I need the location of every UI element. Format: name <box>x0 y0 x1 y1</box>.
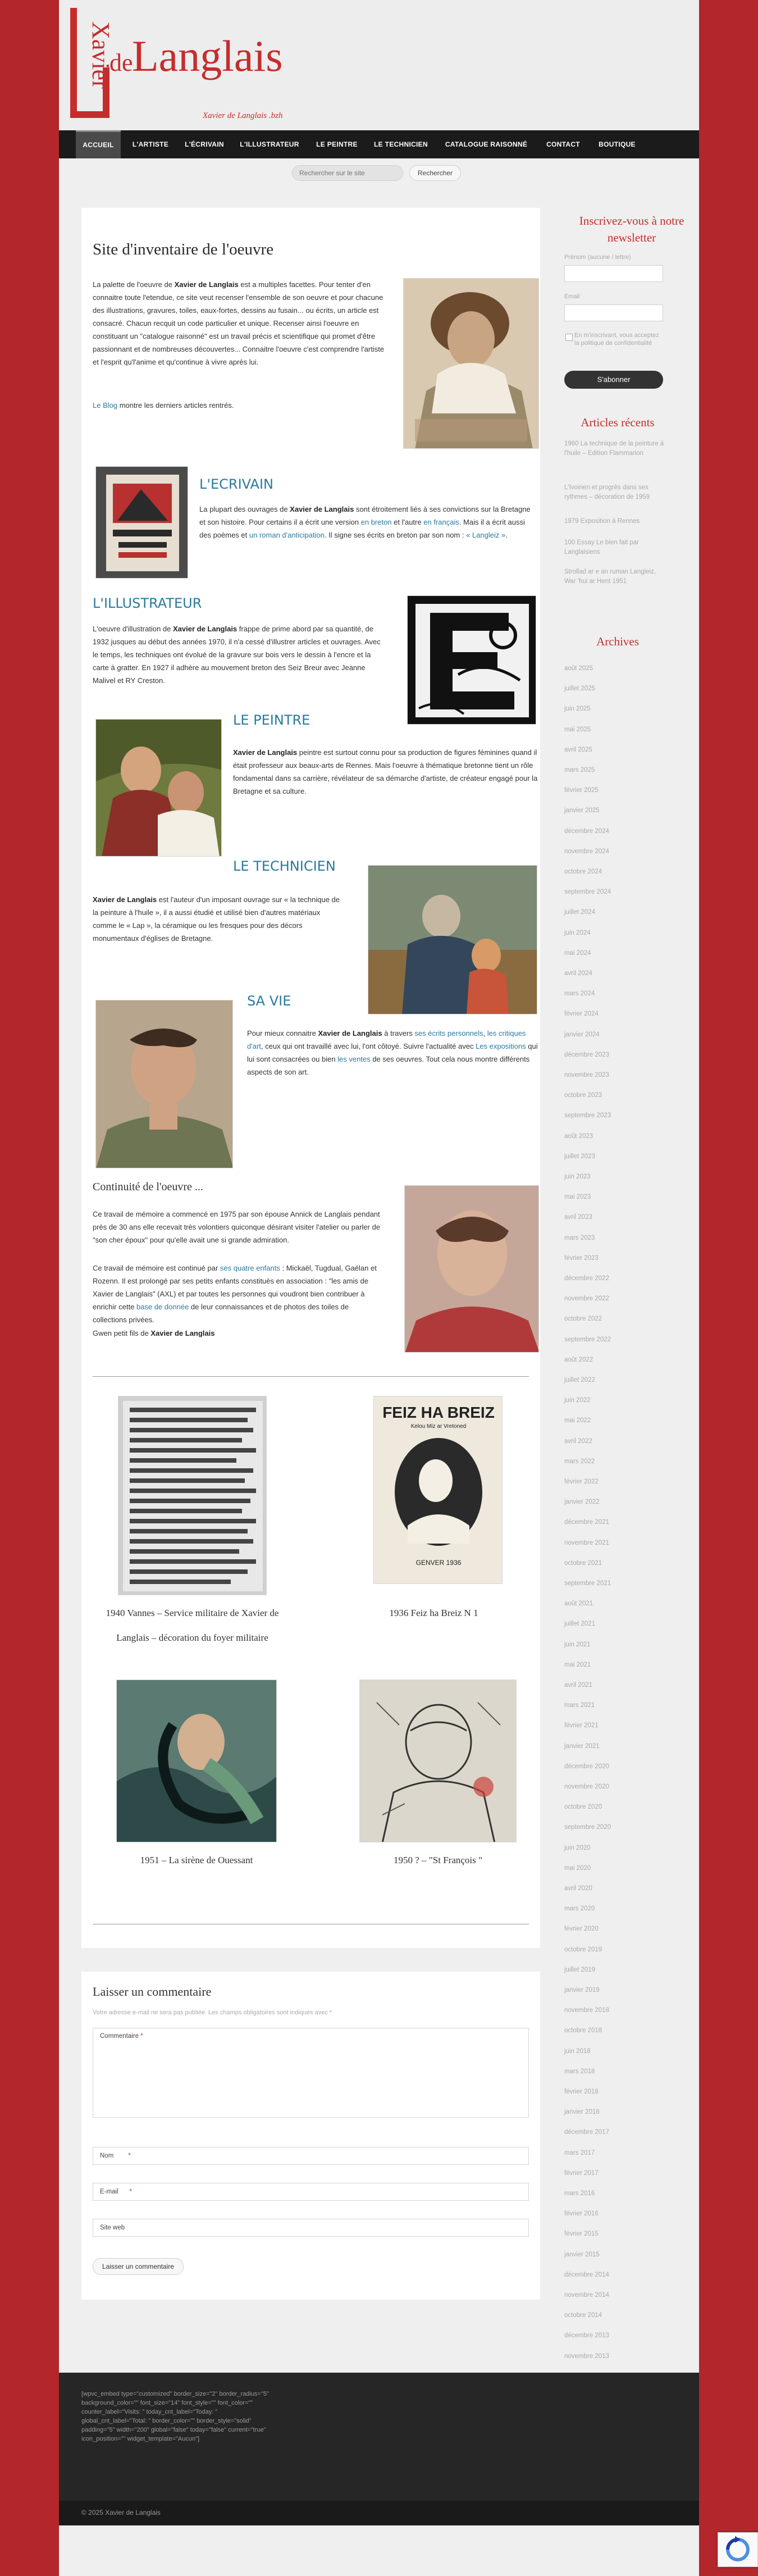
archive-link[interactable]: juillet 2021 <box>564 1621 595 1628</box>
search-button[interactable]: Rechercher <box>409 165 461 181</box>
archive-link[interactable]: juillet 2024 <box>564 909 595 916</box>
page-title: Site d'inventaire de l'oeuvre <box>93 240 274 258</box>
archive-link[interactable]: juillet 2019 <box>564 1966 595 1973</box>
nav-item-peintre[interactable]: LE PEINTRE <box>316 140 358 148</box>
archive-link[interactable]: mars 2020 <box>564 1905 595 1913</box>
archive-link[interactable]: juin 2022 <box>564 1397 591 1404</box>
archive-link[interactable]: mai 2022 <box>564 1417 591 1424</box>
recaptcha-badge[interactable] <box>718 2532 758 2567</box>
section-title-ecrivain: L'ECRIVAIN <box>199 476 273 492</box>
recent-post-link[interactable]: 1960 La technique de la peinture à l'huile – Edition Flammarion <box>564 440 664 457</box>
archive-link[interactable]: mars 2021 <box>564 1702 595 1709</box>
archive-link[interactable]: janvier 2021 <box>564 1742 600 1750</box>
site-logo[interactable] <box>69 4 316 125</box>
copyright-text: © 2025 Xavier de Langlais <box>81 2509 161 2516</box>
archive-link[interactable]: juillet 2025 <box>564 685 595 693</box>
archive-link[interactable]: février 2023 <box>564 1254 599 1262</box>
link-langleiz[interactable]: « Langleiz » <box>466 531 506 539</box>
archive-link[interactable]: mai 2025 <box>564 726 591 733</box>
archive-link[interactable]: juillet 2022 <box>564 1377 595 1383</box>
recent-post-link[interactable]: 1979 Exposition à Rennes <box>564 518 640 525</box>
recent-post-link[interactable]: 100 Essay Le bien fait par Langlaisiens <box>564 539 639 556</box>
archive-link[interactable]: octobre 2018 <box>564 2027 602 2035</box>
continuite-text-1: Ce travail de mémoire a commencé en 1975 par son épouse Annick de Langlais pendant près de 30 ans elle recevait très volontiers quiconque désirant visiter l'atelier ou parler de "son cher époux" pour qu'elle avait une si grande admiration. <box>93 1210 380 1244</box>
comment-form-note: Votre adresse e-mail ne sera pas publiée. Les champs obligatoires sont indiqués avec * <box>93 2009 332 2016</box>
archive-link[interactable]: janvier 2024 <box>564 1031 600 1038</box>
section-text-peintre: Xavier de Langlais peintre est surtout connu pour sa production de figures féminines quand il était professeur aux beaux-arts de Rennes. Mais l'oeuvre à thématique bretonne tient un rôle fondamental dans sa carrière, révélateur de sa démarche d'artiste, de créateur engagé pour la Bretagne et sa culture. <box>233 748 538 795</box>
newsletter-email-input[interactable] <box>564 304 663 321</box>
archive-link[interactable]: juin 2021 <box>564 1641 591 1648</box>
archive-link[interactable]: mars 2022 <box>564 1458 595 1465</box>
archive-link[interactable]: janvier 2015 <box>564 2251 600 2258</box>
section-title-savie: SA VIE <box>247 993 291 1009</box>
comment-form <box>81 1972 540 2300</box>
archive-link[interactable]: juin 2025 <box>564 706 591 713</box>
copyright-bar <box>59 2501 699 2525</box>
archive-link[interactable]: novembre 2022 <box>564 1295 609 1303</box>
section-title-continuite: Continuité de l'oeuvre ... <box>93 1181 203 1193</box>
archive-link[interactable]: janvier 2025 <box>564 807 600 814</box>
footer-shortcode-text: [wpvc_embed type="customized" border_size="2" border_radius="5" background_color="" font_size="14" font_style="" font_color="" counter_label="Visits: " today_cnt_label="Today: " global_cnt_label="Total: " border_color="" border_style="solid" padding="5" width="200" global="false" today="false" current="true" icon_position="" widget_template="Aucun"] <box>81 2391 269 2442</box>
book-cover-ecrivain[interactable] <box>95 466 188 579</box>
nav-item-contact[interactable]: CONTACT <box>546 140 580 148</box>
subscribe-button[interactable]: S'abonner <box>564 371 663 389</box>
archive-link[interactable]: octobre 2020 <box>564 1804 602 1811</box>
archive-link[interactable]: juillet 2023 <box>564 1153 595 1160</box>
painting-continuite[interactable] <box>404 1185 539 1353</box>
divider-top <box>93 1376 529 1377</box>
gallery-caption-3: 1951 – La sirène de Ouessant <box>140 1855 253 1865</box>
comment-textarea[interactable]: Commentaire * <box>93 2028 529 2118</box>
archive-link[interactable]: avril 2020 <box>564 1885 592 1892</box>
archive-link[interactable]: février 2021 <box>564 1722 599 1730</box>
archive-link[interactable]: juin 2018 <box>564 2047 591 2055</box>
blog-line: Le Blog montre les derniers articles rentrés. <box>93 401 234 409</box>
archive-link[interactable]: août 2022 <box>564 1356 593 1363</box>
archive-link[interactable]: février 2025 <box>564 787 599 794</box>
consent-text: En m'inscrivant, vous acceptez la politique de confidentialité <box>574 332 659 347</box>
archive-link[interactable]: septembre 2021 <box>564 1580 611 1587</box>
archive-link[interactable]: décembre 2021 <box>564 1519 609 1526</box>
archive-link[interactable]: mai 2021 <box>564 1661 591 1668</box>
gallery-image-2[interactable] <box>373 1396 503 1584</box>
archive-link[interactable]: mars 2017 <box>564 2149 595 2156</box>
link-base-de-donnee[interactable]: base de donnée <box>136 1303 189 1311</box>
section-text-illustrateur: L'oeuvre d'illustration de Xavier de Langlais frappe de prime abord par sa quantité, de 1932 jusques au début des années 1970, il n'a cessé d'illustrer articles et ouvrages. Avec le temps, les techniques ont évolué de la gravure sur bois vers le dessin à l'encre et la carte à gratter. En 1927 il adhère au mouvement breton des Seiz Breur avec Jeanne Malivel et RY Creston. <box>93 625 381 685</box>
archive-link[interactable]: octobre 2024 <box>564 868 602 875</box>
archive-link[interactable]: décembre 2020 <box>564 1763 609 1770</box>
archive-link[interactable]: novembre 2021 <box>564 1539 609 1546</box>
archive-link[interactable]: décembre 2014 <box>564 2271 609 2278</box>
email-field[interactable]: E-mail * <box>93 2183 529 2201</box>
section-title-peintre: LE PEINTRE <box>233 712 310 728</box>
svg-text:de: de <box>109 49 133 76</box>
archive-link[interactable]: avril 2021 <box>564 1682 592 1688</box>
nav-item-ecrivain[interactable]: L'ÉCRIVAIN <box>185 140 224 148</box>
section-title-illustrateur: L'ILLUSTRATEUR <box>93 595 202 611</box>
site-footer <box>59 2373 699 2501</box>
newsletter-name-input[interactable] <box>564 265 663 282</box>
section-text-savie: Pour mieux connaitre Xavier de Langlais à travers ses écrits personnels, les critiques d'art, ceux qui ont travaillé avec lui, l'ont côtoyé. Suivre l'actualité avec Les expositions qui lui sont consacrées ou bien les ventes de ses oeuvres. Tout cela nous montre différents aspects de son art. <box>247 1029 538 1076</box>
archive-link[interactable]: décembre 2023 <box>564 1051 609 1058</box>
archive-link[interactable]: mars 2018 <box>564 2068 595 2075</box>
website-field[interactable]: Site web <box>93 2219 529 2237</box>
section-text-ecrivain: La plupart des ouvrages de Xavier de Langlais sont étroitement liés à ses convictions sur la Bretagne et son histoire. Pour certains il a écrit une version en breton et l'autre en français. Mais il a écrit aussi des poèmes et un roman d'anticipation. Il signe ses écrits en breton par son nom : « Langleiz ». <box>199 505 531 539</box>
archive-link[interactable]: décembre 2024 <box>564 827 609 835</box>
archive-link[interactable]: février 2020 <box>564 1926 599 1933</box>
portrait-xavier[interactable] <box>95 1000 233 1168</box>
archive-link[interactable]: mai 2020 <box>564 1864 591 1872</box>
archive-link[interactable]: août 2023 <box>564 1132 593 1140</box>
nav-item-catalogue[interactable]: CATALOGUE RAISONNÉ <box>445 140 528 148</box>
archive-link[interactable]: mai 2023 <box>564 1194 591 1201</box>
name-field[interactable]: Nom * <box>93 2147 529 2165</box>
archive-link[interactable]: octobre 2019 <box>564 1946 602 1953</box>
archive-link[interactable]: décembre 2013 <box>564 2332 609 2340</box>
svg-text:Langlais: Langlais <box>132 31 283 80</box>
archive-link[interactable]: février 2024 <box>564 1011 599 1018</box>
archive-link[interactable]: avril 2023 <box>564 1214 592 1221</box>
archive-link[interactable]: mars 2024 <box>564 990 595 998</box>
link-critiques-art[interactable]: les critiques d'art <box>247 1029 526 1050</box>
archive-link[interactable]: septembre 2022 <box>564 1336 611 1343</box>
recent-post-link[interactable]: Strollad ar e an ruman Langleiz, War 'hui ar Hent 1951 <box>564 568 656 585</box>
search-input[interactable] <box>292 165 403 181</box>
svg-text:Kelou Miz ar Vretoned: Kelou Miz ar Vretoned <box>410 1423 467 1430</box>
archive-link[interactable]: janvier 2018 <box>564 2109 600 2116</box>
gallery-image-1[interactable] <box>118 1396 267 1595</box>
svg-text:GENVER 1936: GENVER 1936 <box>415 1559 462 1567</box>
link-expositions[interactable]: Les expositions <box>476 1042 526 1050</box>
painting-breton-woman[interactable] <box>403 278 539 449</box>
main-content <box>81 208 540 1948</box>
recent-posts-title: Articles récents <box>581 416 655 429</box>
intro-text: La palette de l'oeuvre de Xavier de Langlais est a multiples facettes. Pour tenter d'en connaitre toute l'etendue, ce site veut recenser l'ensemble de son oeuvre et pour chacune des illustrations, gravures, toiles, eaux-fortes, dessins au fusain... ou écrits, un article est consacré. Chacun recquit un code particulier et unique. Recenser ainsi l'oeuvre en constituant un "catalogue raisonné" est un travail précis et scientifique qui promet d'être passionnant et de nombreuses découvertes... Connaitre l'oeuvre c'est comprendre l'artiste et l'esprit qu'l'anime et qu'continue à vivre après lui. <box>93 280 385 366</box>
woodcut-letter-e[interactable] <box>407 595 536 725</box>
archive-link[interactable]: décembre 2017 <box>564 2129 609 2136</box>
archive-link[interactable]: avril 2022 <box>564 1437 592 1445</box>
nav-item-boutique[interactable]: BOUTIQUE <box>599 140 636 148</box>
page <box>59 0 699 2576</box>
archives-title: Archives <box>596 635 639 648</box>
archive-link[interactable]: février 2018 <box>564 2088 599 2095</box>
painting-peintre[interactable] <box>95 719 222 857</box>
svg-text:Xavier: Xavier <box>87 21 115 89</box>
archive-link[interactable]: janvier 2022 <box>564 1499 600 1506</box>
archive-link[interactable]: mai 2024 <box>564 949 591 957</box>
gallery-caption-1: 1940 Vannes – Service militaire de Xavier de Langlais – décoration du foyer militaire <box>106 1608 279 1643</box>
site-tagline: Xavier de Langlais .bzh <box>203 111 283 120</box>
newsletter-email-label: Email <box>564 293 580 300</box>
archive-link[interactable]: septembre 2024 <box>564 889 611 896</box>
archive-link[interactable]: mars 2023 <box>564 1234 595 1241</box>
archive-link[interactable]: mars 2025 <box>564 767 595 773</box>
nav-item-artiste[interactable]: L'ARTISTE <box>132 140 169 148</box>
link-ventes[interactable]: les ventes <box>337 1055 371 1063</box>
section-title-technicien: LE TECHNICIEN <box>233 858 336 874</box>
archive-link[interactable]: octobre 2021 <box>564 1559 602 1567</box>
blog-link[interactable]: Le Blog <box>93 401 118 409</box>
archive-link[interactable]: avril 2024 <box>564 970 592 977</box>
submit-comment-button[interactable]: Laisser un commentaire <box>93 2258 184 2275</box>
newsletter-name-label: Prénom (aucune / lettre) <box>564 254 631 261</box>
link-en-francais[interactable]: en français <box>423 518 459 526</box>
archive-link[interactable]: juin 2020 <box>564 1844 591 1851</box>
archive-link[interactable]: octobre 2014 <box>564 2312 602 2319</box>
archive-link[interactable]: janvier 2019 <box>564 1987 600 1994</box>
archive-link[interactable]: février 2016 <box>564 2210 599 2218</box>
archive-link[interactable]: décembre 2022 <box>564 1275 609 1282</box>
search-bar <box>59 158 699 188</box>
archive-link[interactable]: novembre 2024 <box>564 848 609 855</box>
archive-link[interactable]: août 2021 <box>564 1600 593 1608</box>
archive-link[interactable]: mars 2016 <box>564 2190 595 2197</box>
nav-item-technicien[interactable]: LE TECHNICIEN <box>374 140 428 148</box>
recaptcha-icon <box>718 2533 757 2566</box>
svg-text:FEIZ HA BREIZ: FEIZ HA BREIZ <box>382 1404 495 1421</box>
comment-form-title: Laisser un commentaire <box>93 1985 212 1999</box>
archive-link[interactable]: novembre 2020 <box>564 1783 609 1790</box>
painting-technicien[interactable] <box>368 865 537 1014</box>
archive-link[interactable]: octobre 2022 <box>564 1316 602 1323</box>
continuite-text-2: Ce travail de mémoire est continué par ses quatre enfants : Mickaël, Tugdual, Gaëlan et Rozenn. Il est prolongé par ses petits enfants constitués en association : "les amis de Xavier de Langlais" (AXL) et par toutes les personnes qui voudront bien contribuer à enrichir cette base de donnée de leur connaissances et de photos des toiles de collections privées. <box>93 1264 377 1324</box>
archive-link[interactable]: septembre 2023 <box>564 1112 611 1119</box>
link-en-breton[interactable]: en breton <box>360 518 392 526</box>
archive-link[interactable]: septembre 2020 <box>564 1824 611 1831</box>
archive-link[interactable]: novembre 2018 <box>564 2007 609 2014</box>
site-header <box>59 0 699 130</box>
archive-link[interactable]: octobre 2023 <box>564 1092 602 1099</box>
nav-item-illustrateur[interactable]: L'ILLUSTRATEUR <box>240 140 299 148</box>
archive-link[interactable]: novembre 2023 <box>564 1072 609 1078</box>
archive-link[interactable]: février 2017 <box>564 2169 599 2177</box>
gallery-caption-2: 1936 Feiz ha Breiz N 1 <box>389 1608 478 1618</box>
nav-item-accueil[interactable]: ACCUEIL <box>76 130 121 158</box>
consent-checkbox[interactable] <box>565 334 573 341</box>
main-nav <box>59 130 699 158</box>
recent-post-link[interactable]: L'Ivoirien et progrès dans ses rythmes – décoration de 1959 <box>564 484 650 500</box>
section-text-technicien: Xavier de Langlais est l'auteur d'un imposant ouvrage sur « la technique de la peinture à l'huile », il a aussi étudié et utilisé bien d'autres matériaux comme le « Lap », la céramique ou les fresques pour des décors monumentaux d'églises de Bretagne. <box>93 895 340 943</box>
gallery-caption-4: 1950 ? – "St François " <box>394 1855 482 1865</box>
link-quatre-enfants[interactable]: ses quatre enfants <box>220 1264 280 1272</box>
archive-link[interactable]: novembre 2014 <box>564 2292 609 2299</box>
archive-link[interactable]: juin 2023 <box>564 1173 591 1180</box>
continuite-text-3: Gwen petit fils de Xavier de Langlais <box>93 1329 215 1337</box>
archive-link[interactable]: février 2015 <box>564 2231 599 2238</box>
archive-link[interactable]: juin 2024 <box>564 929 591 936</box>
link-ecrits-personnels[interactable]: ses écrits personnels <box>414 1029 483 1037</box>
link-roman-anticipation[interactable]: un roman d'anticipation <box>249 531 325 539</box>
archive-link[interactable]: février 2022 <box>564 1478 599 1485</box>
archive-link[interactable]: novembre 2013 <box>564 2352 609 2360</box>
archive-link[interactable]: avril 2025 <box>564 746 592 753</box>
gallery-image-3[interactable] <box>116 1680 277 1842</box>
newsletter-title: Inscrivez-vous à notre newsletter <box>579 214 684 244</box>
gallery-image-4[interactable] <box>359 1680 517 1842</box>
archive-link[interactable]: août 2025 <box>564 665 593 672</box>
